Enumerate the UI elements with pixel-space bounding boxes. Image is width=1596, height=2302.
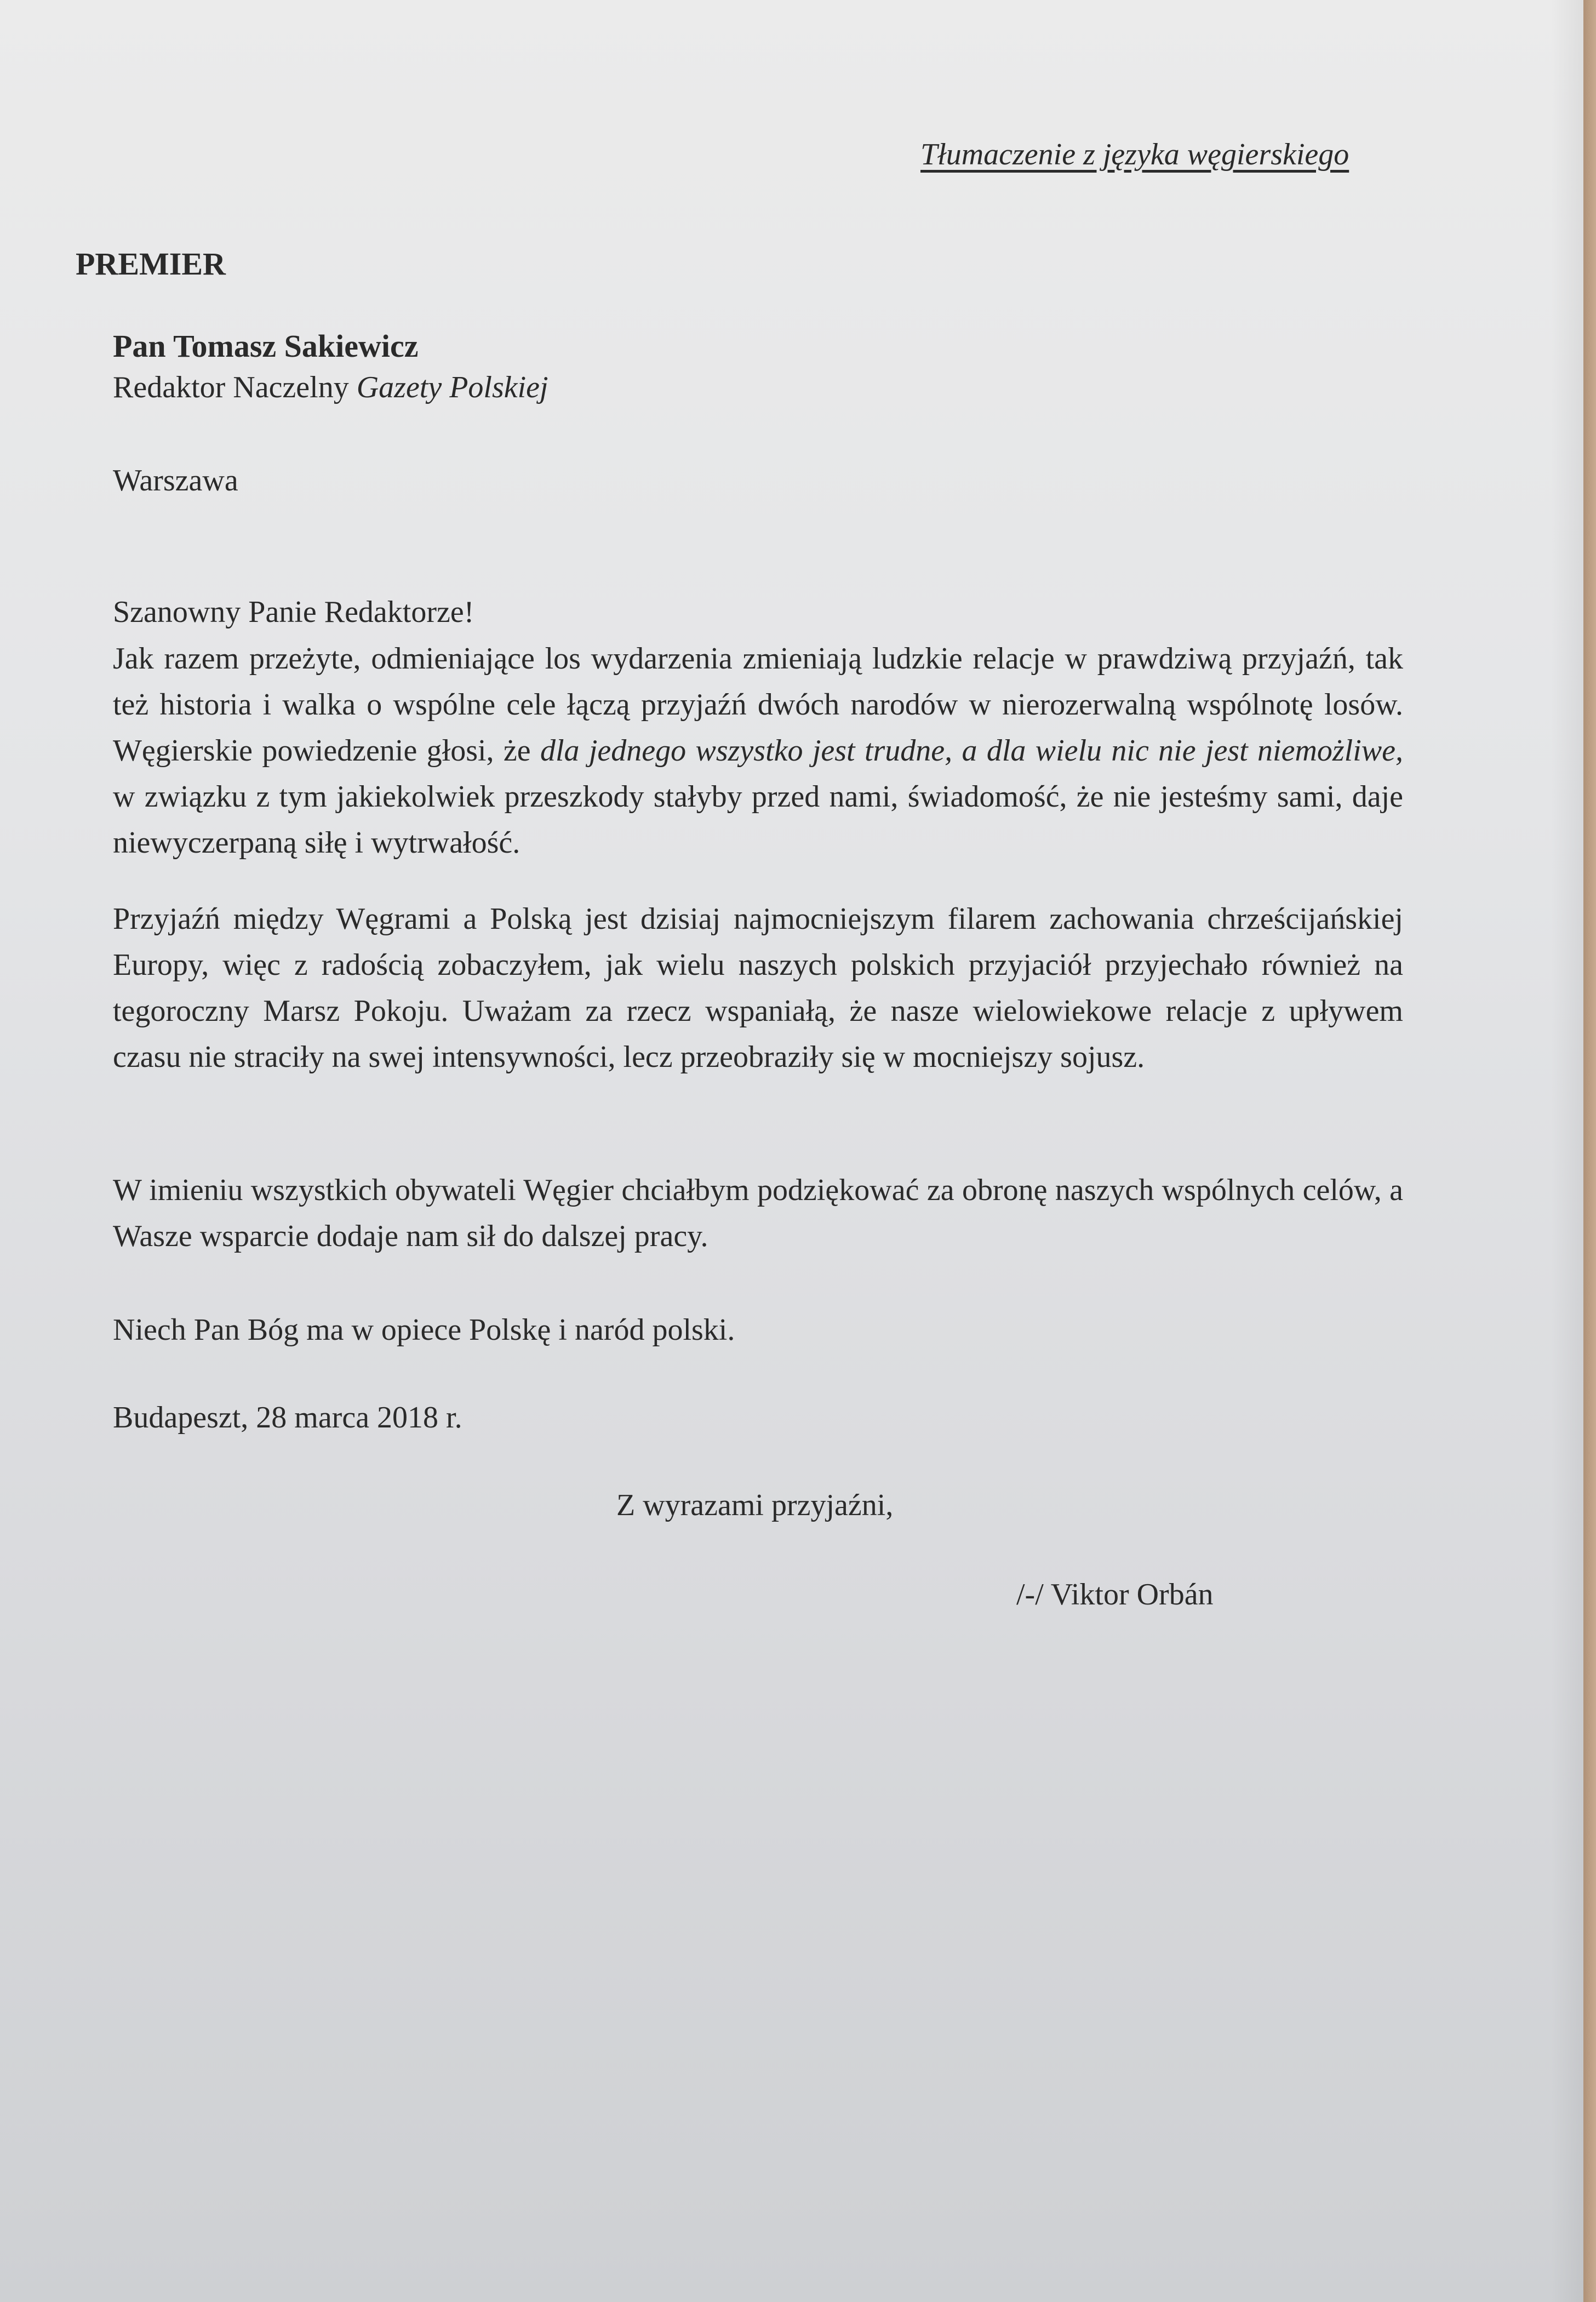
signature: /-/ Viktor Orbán	[1016, 1578, 1214, 1612]
complimentary-close: Z wyrazami przyjaźni,	[616, 1488, 894, 1522]
salutation: Szanowny Panie Redaktorze!	[113, 595, 474, 629]
paragraph-1	[113, 636, 1403, 866]
recipient-name: Pan Tomasz Sakiewicz	[113, 328, 419, 364]
letterhead: PREMIER	[76, 246, 226, 282]
closing-blessing: Niech Pan Bóg ma w opiece Polskę i naród polski.	[113, 1313, 735, 1347]
paragraph-2: Przyjaźń między Węgrami a Polską jest dzisiaj najmocniejszym filarem zachowania chrześcijańskiej Europy, więc z radością zobaczyłem, jak wielu naszych polskich przyjaciół przyjechało również na tegoroczny Marsz Pokoju. Uważam za rzecz wspaniałą, że nasze wielowiekowe relacje z upływem czasu nie straciły na swej intensywności, lecz przeobraziły się w mocniejszy sojusz.	[113, 902, 1403, 1074]
publication-name: Gazety Polskiej	[356, 370, 548, 404]
translation-note: Tłumaczenie z języka węgierskiego	[920, 138, 1349, 172]
recipient-title	[113, 364, 548, 410]
paragraph-1-part-1: Jak razem przeżyte, odmieniające los wydarzenia zmieniają ludzkie relacje w prawdziwą przyjaźń, tak też historia i walka o wspólne cele łączą przyjaźń dwóch narodów w nierozerwalną wspólnotę losów. Węgierskie powiedzenie głosi, że	[113, 642, 1403, 768]
proverb: dla jednego wszystko jest trudne, a dla wielu nic nie jest niemożliwe,	[540, 734, 1403, 768]
paragraph-1-part-2: w związku z tym jakiekolwiek przeszkody stałyby przed nami, świadomość, że nie jesteśmy sami, daje niewyczerpaną siłę i wytrwałość.	[113, 780, 1403, 860]
recipient-city: Warszawa	[113, 464, 238, 498]
recipient-title-prefix: Redaktor Naczelny	[113, 370, 357, 404]
paragraph-3: W imieniu wszystkich obywateli Węgier chciałbym podziękować za obronę naszych wspólnych celów, a Wasze wsparcie dodaje nam sił do dalszej pracy.	[113, 1173, 1403, 1253]
place-date: Budapeszt, 28 marca 2018 r.	[113, 1401, 462, 1435]
